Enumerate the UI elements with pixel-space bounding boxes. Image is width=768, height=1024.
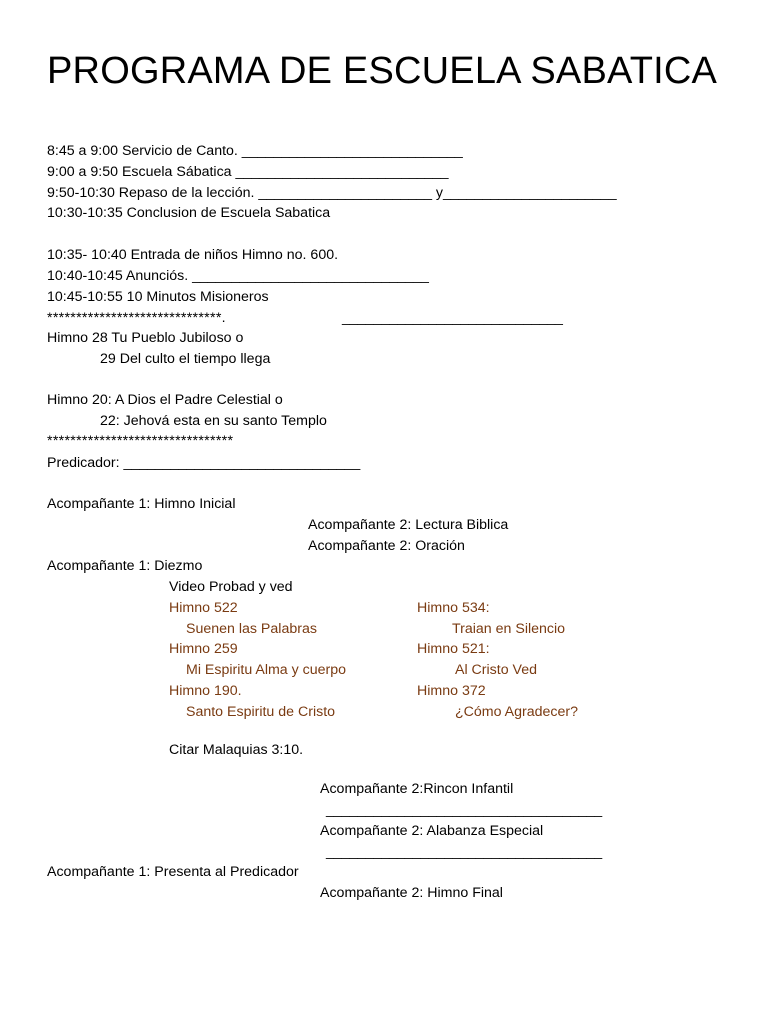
hymn-name: Al Cristo Ved (455, 662, 538, 678)
acompanante-1-presenta: Acompañante 1: Presenta al Predicador (47, 864, 299, 880)
schedule-conclusion: 10:30-10:35 Conclusion de Escuela Sabatica (47, 205, 331, 221)
hymn-number: Himno 372 (417, 683, 486, 699)
hymn-name: Suenen las Palabras (186, 621, 317, 637)
acompanante-1-diezmo: Acompañante 1: Diezmo (47, 558, 203, 574)
hymn-number: Himno 522 (169, 600, 238, 616)
schedule-entrada: 10:35- 10:40 Entrada de niños Himno no. 600. (47, 247, 339, 263)
hymn-option-28: Himno 28 Tu Pueblo Jubiloso o (47, 330, 244, 346)
schedule-anuncios: 10:40-10:45 Anunciós. ______________________________ (47, 268, 429, 284)
stars-divider-1: ******************************. (47, 310, 226, 326)
rincon-blank: ___________________________________ (326, 802, 603, 818)
acompanante-2-lectura: Acompañante 2: Lectura Biblica (308, 517, 509, 533)
hymn-number: Himno 521: (417, 641, 490, 657)
video-probad: Video Probad y ved (169, 579, 293, 595)
schedule-misioneros: 10:45-10:55 10 Minutos Misioneros (47, 289, 269, 305)
hymn-number: Himno 534: (417, 600, 490, 616)
acompanante-1-himno-inicial: Acompañante 1: Himno Inicial (47, 496, 236, 512)
acompanante-2-himno-final: Acompañante 2: Himno Final (320, 885, 503, 901)
page-title: PROGRAMA DE ESCUELA SABATICA (47, 50, 718, 92)
stars-divider-1-blank: ____________________________ (342, 310, 563, 326)
hymn-option-29: 29 Del culto el tiempo llega (100, 351, 271, 367)
schedule-escuela: 9:00 a 9:50 Escuela Sábatica ___________________________ (47, 164, 449, 180)
hymn-name: Traian en Silencio (452, 621, 566, 637)
hymn-name: Santo Espiritu de Cristo (186, 704, 336, 720)
predicador-line: Predicador: ______________________________ (47, 455, 361, 471)
hymn-option-20: Himno 20: A Dios el Padre Celestial o (47, 392, 283, 408)
schedule-repaso: 9:50-10:30 Repaso de la lección. ______________________ y______________________ (47, 185, 617, 201)
hymn-name: Mi Espiritu Alma y cuerpo (186, 662, 347, 678)
acompanante-2-oracion: Acompañante 2: Oración (308, 538, 465, 554)
stars-divider-2: ******************************** (47, 433, 234, 449)
hymn-number: Himno 259 (169, 641, 238, 657)
acompanante-2-rincon: Acompañante 2:Rincon Infantil (320, 781, 514, 797)
hymn-option-22: 22: Jehová esta en su santo Templo (100, 413, 327, 429)
hymn-name: ¿Cómo Agradecer? (455, 704, 579, 720)
hymn-number: Himno 190. (169, 683, 242, 699)
acompanante-2-alabanza: Acompañante 2: Alabanza Especial (320, 823, 544, 839)
alabanza-blank: ___________________________________ (326, 844, 603, 860)
schedule-canto: 8:45 a 9:00 Servicio de Canto. ____________________________ (47, 143, 463, 159)
citar-malaquias: Citar Malaquias 3:10. (169, 742, 304, 758)
